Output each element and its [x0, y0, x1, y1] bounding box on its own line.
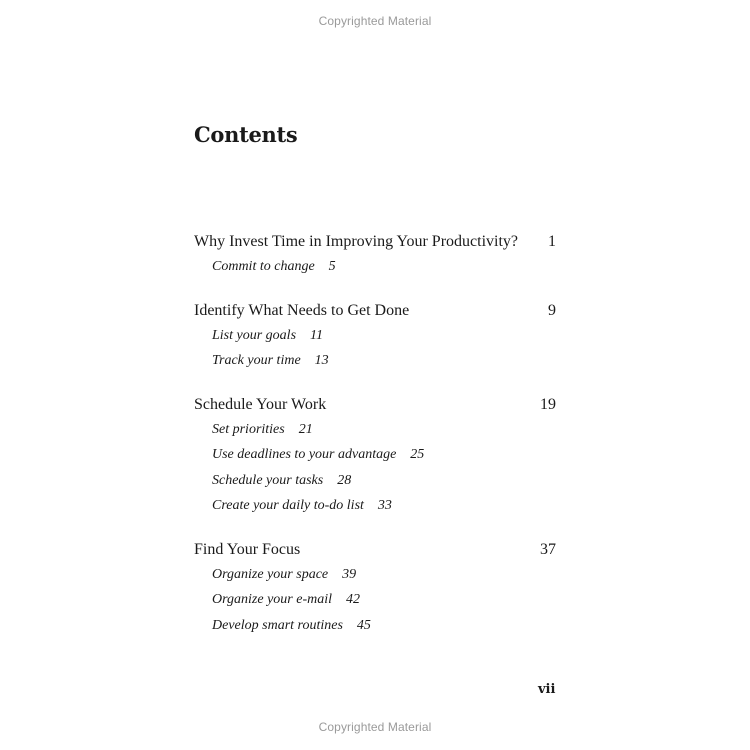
section-page-number: 11: [310, 327, 323, 343]
section-entry[interactable]: [194, 587, 556, 613]
section-page-number: 45: [356, 617, 371, 633]
chapter-title: Find Your Focus: [194, 540, 301, 558]
section-entry[interactable]: [194, 254, 556, 280]
section-page-number: 33: [377, 498, 392, 513]
chapter-entry[interactable]: [194, 392, 556, 417]
section-title: Use deadlines to your advantage: [212, 447, 397, 462]
section-entry[interactable]: [194, 417, 556, 443]
section-page-number: 21: [298, 421, 313, 437]
chapter-title: Schedule Your Work: [194, 395, 327, 413]
toc-chapter: [194, 392, 556, 519]
toc-chapter: [194, 229, 556, 280]
section-title: Create your daily to-do list: [212, 498, 364, 513]
section-entry[interactable]: [194, 442, 556, 468]
table-of-contents: [194, 229, 556, 638]
chapter-title: Why Invest Time in Improving Your Productivity?: [194, 233, 519, 250]
copyright-watermark-bottom: Copyrighted Material: [318, 720, 432, 734]
chapter-entry[interactable]: [194, 229, 556, 254]
section-entry[interactable]: [194, 468, 556, 494]
section-title: List your goals: [212, 327, 297, 343]
toc-chapter: [194, 537, 556, 639]
section-page-number: 39: [342, 566, 357, 582]
page-title: Contents: [194, 122, 298, 147]
section-page-number: 5: [328, 259, 336, 274]
section-title: Organize your space: [212, 566, 329, 582]
section-title: Organize your e-mail: [212, 592, 333, 607]
chapter-entry[interactable]: [194, 298, 556, 323]
section-title: Develop smart routines: [212, 617, 343, 633]
chapter-page-number: 19: [540, 395, 556, 413]
chapter-entry[interactable]: [194, 537, 556, 562]
section-entry[interactable]: [194, 323, 556, 349]
section-page-number: 42: [346, 592, 361, 607]
section-title: Set priorities: [212, 421, 285, 437]
chapter-page-number: 1: [548, 233, 556, 250]
section-page-number: 13: [314, 353, 329, 368]
section-page-number: 28: [337, 472, 352, 488]
section-title: Schedule your tasks: [212, 472, 324, 488]
section-entry[interactable]: [194, 613, 556, 639]
section-page-number: 25: [410, 447, 425, 462]
section-entry[interactable]: [194, 562, 556, 588]
copyright-watermark-top: Copyrighted Material: [318, 14, 432, 28]
section-entry[interactable]: [194, 493, 556, 519]
chapter-page-number: 9: [548, 301, 556, 319]
section-title: Commit to change: [212, 259, 315, 274]
chapter-page-number: 37: [540, 540, 556, 558]
section-entry[interactable]: [194, 348, 556, 374]
page-folio: vii: [538, 682, 556, 697]
section-title: Track your time: [212, 353, 301, 368]
chapter-title: Identify What Needs to Get Done: [194, 301, 410, 319]
toc-chapter: [194, 298, 556, 374]
